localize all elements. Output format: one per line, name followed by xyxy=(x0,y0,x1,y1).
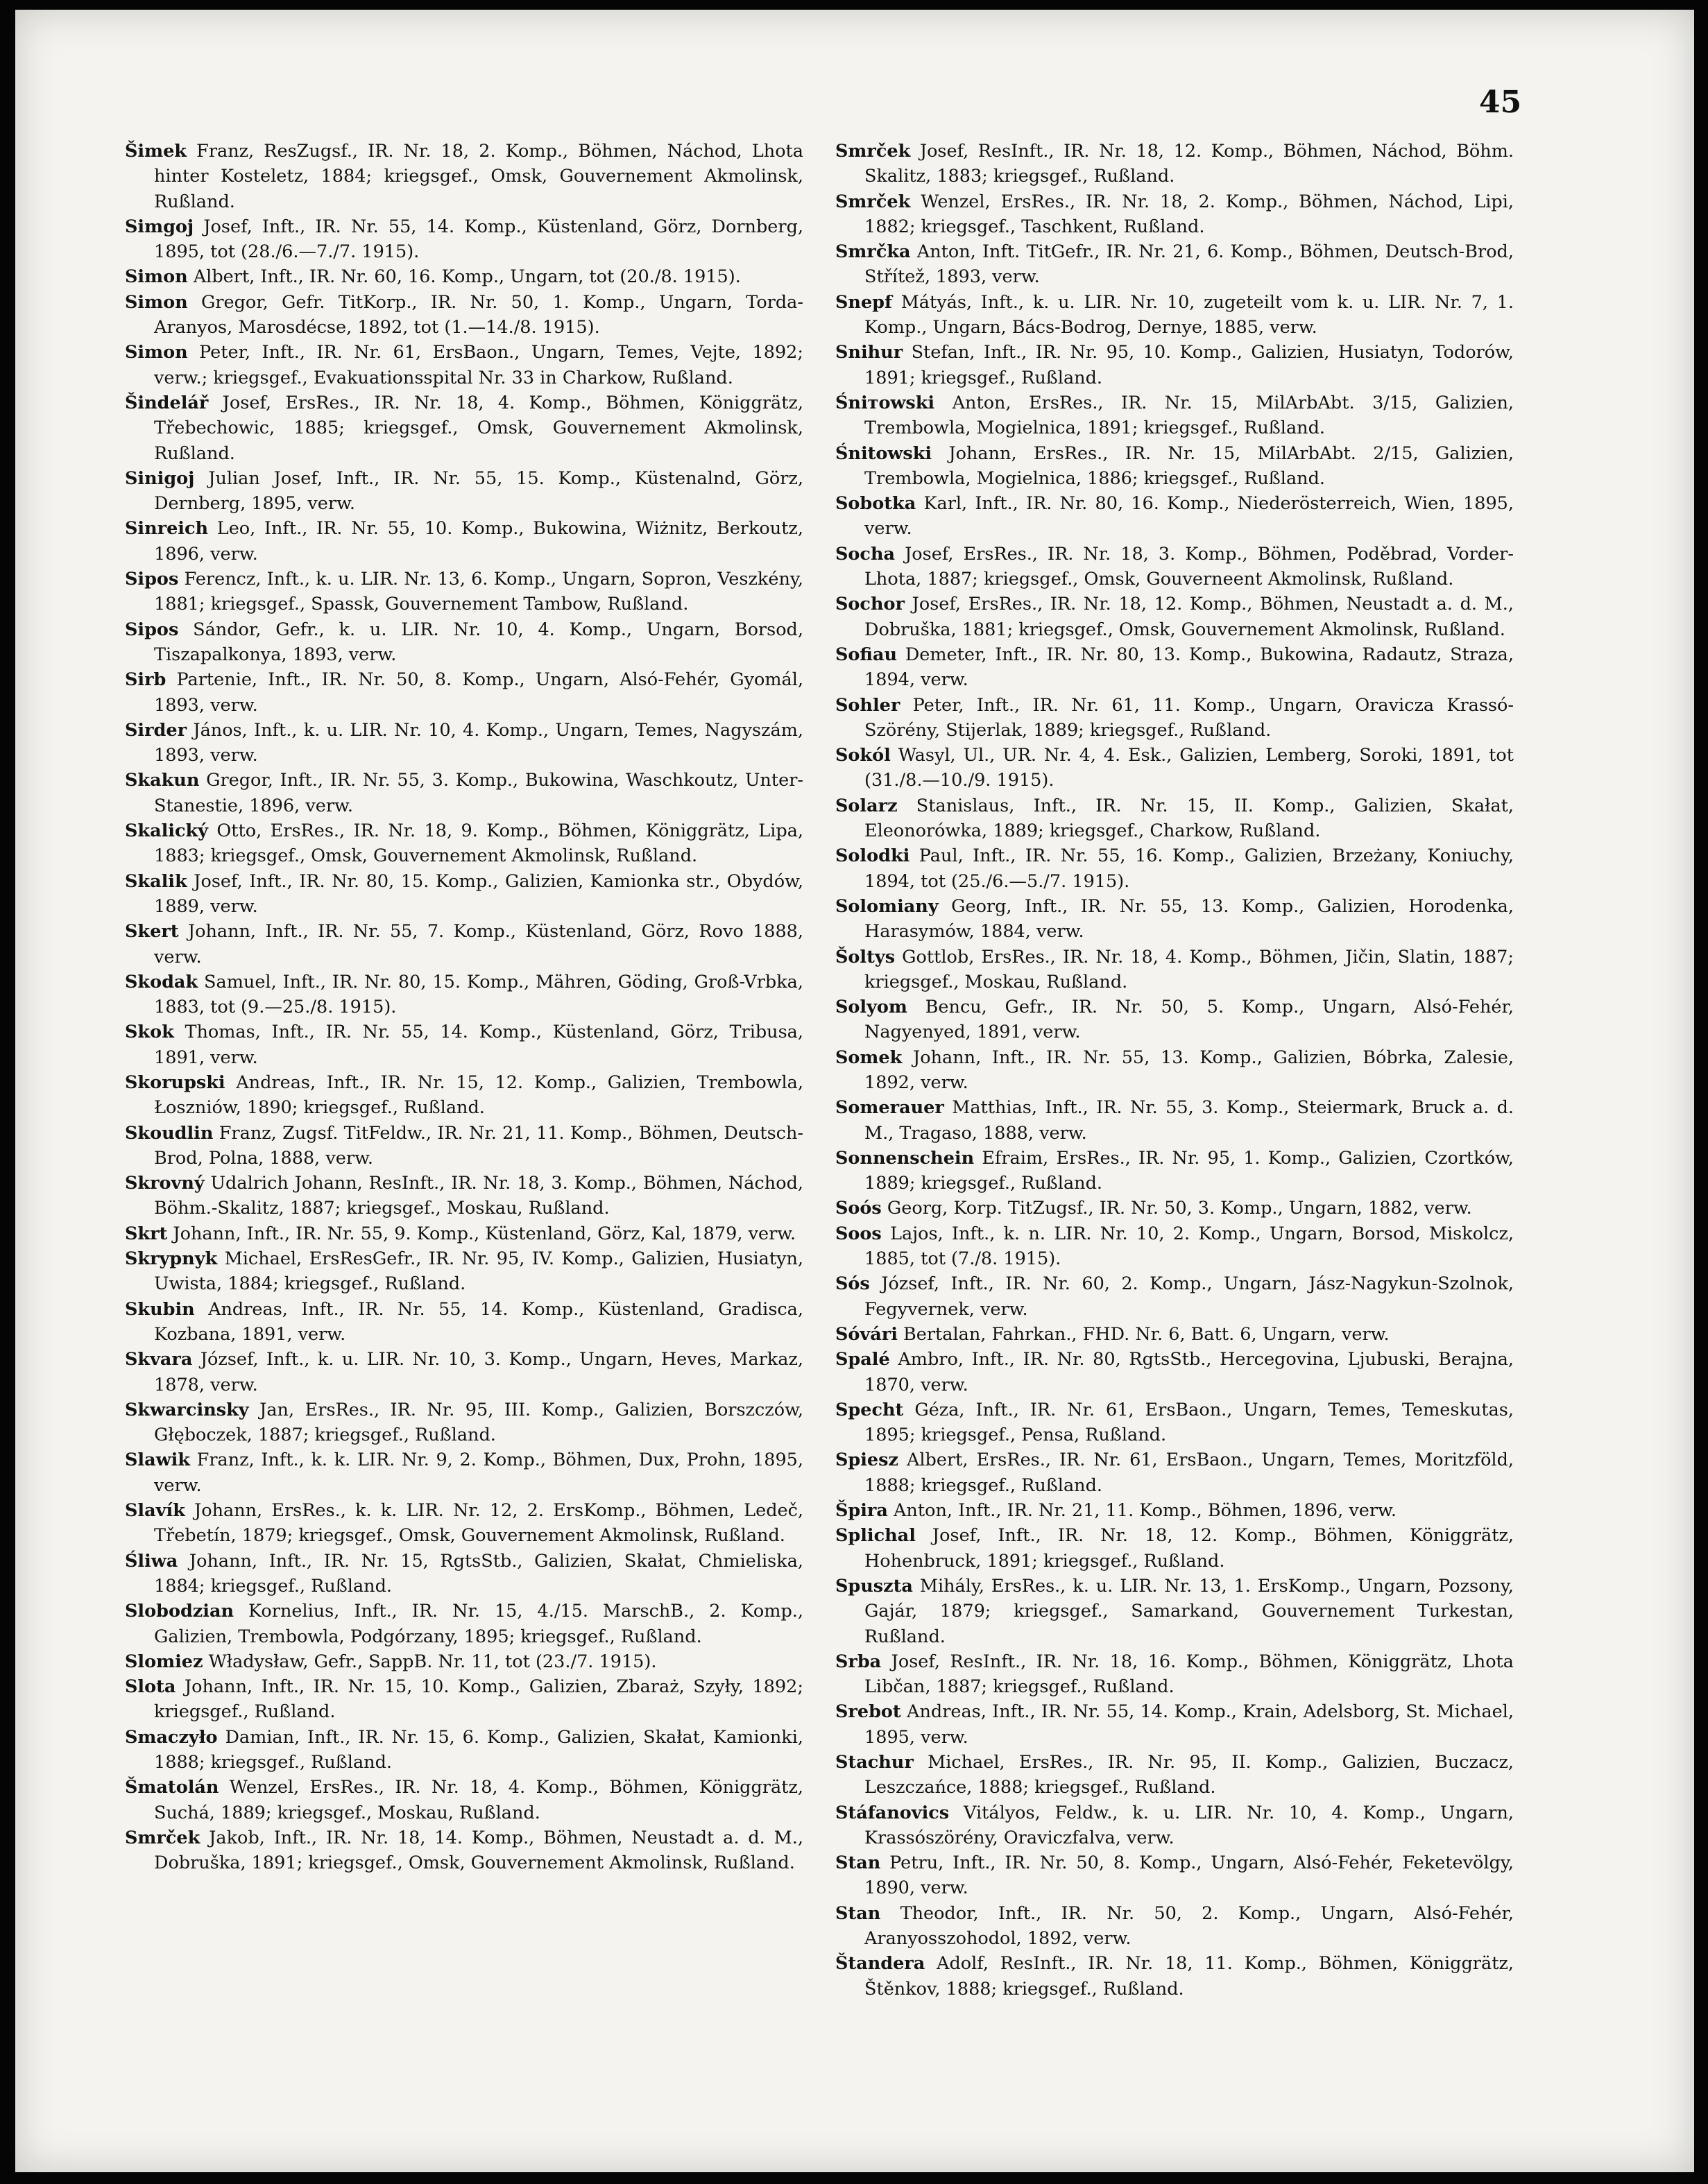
entry-details: Sándor, Gefr., k. u. LIR. Nr. 10, 4. Komp., Ungarn, Borsod, Tiszapalkonya, 1893, verw. xyxy=(154,619,803,665)
entry-details: Albert, Inft., IR. Nr. 60, 16. Komp., Ungarn, tot (20./8. 1915). xyxy=(193,266,741,288)
entry-details: Adolf, ResInft., IR. Nr. 18, 11. Komp., Böhmen, Königgrätz, Štěnkov, 1888; kriegsgef., Rußland. xyxy=(864,1953,1514,2000)
entry-surname: Štandera xyxy=(835,1953,925,1975)
list-entry xyxy=(125,1020,803,1070)
list-entry xyxy=(125,1775,803,1825)
list-entry xyxy=(125,869,803,920)
entry-surname: Sokól xyxy=(835,745,891,766)
entry-details: Josef, ResInft., IR. Nr. 18, 12. Komp., Böhmen, Náchod, Böhm. Skalitz, 1883; kriegsgef., Rußland. xyxy=(864,141,1514,187)
entry-surname: Šindelář xyxy=(125,392,209,413)
entry-details: Andreas, Inft., IR. Nr. 55, 14. Komp., Krain, Adelsborg, St. Michael, 1895, verw. xyxy=(864,1701,1514,1748)
entry-details: Andreas, Inft., IR. Nr. 15, 12. Komp., Galizien, Trembowla, Łoszniów, 1890; kriegsgef., Rußland. xyxy=(154,1072,803,1119)
list-entry xyxy=(835,491,1514,542)
entry-details: Johann, ErsRes., IR. Nr. 15, MilArbAbt. 2/15, Galizien, Trembowla, Mogielnica, 1886; kriegsgef., Rußland. xyxy=(864,442,1514,489)
entry-details: Gregor, Gefr. TitKorp., IR. Nr. 50, 1. Komp., Ungarn, Torda-Aranyos, Marosdécse, 1892, tot (1.—14./8. 1915). xyxy=(154,291,804,338)
entry-surname: Solomiany xyxy=(835,895,939,917)
list-entry xyxy=(835,1800,1514,1851)
entry-details: Franz, ResZugsf., IR. Nr. 18, 2. Komp., Böhmen, Náchod, Lhota hinter Kosteletz, 1884; kriegsgef., Omsk, Gouvernement Akmolinsk, Rußland. xyxy=(154,141,803,212)
list-entry xyxy=(125,1070,803,1121)
entry-surname: Sonnenschein xyxy=(835,1147,975,1169)
list-entry xyxy=(835,1045,1514,1096)
list-entry xyxy=(835,693,1514,743)
entry-surname: Skubin xyxy=(125,1298,195,1320)
entry-details: Efraim, ErsRes., IR. Nr. 95, 1. Komp., Galizien, Czortków, 1889; kriegsgef., Rußland. xyxy=(864,1147,1514,1194)
entry-surname: Sobotka xyxy=(835,493,916,515)
entry-details: Georg, Inft., IR. Nr. 55, 13. Komp., Galizien, Horodenka, Harasymów, 1884, verw. xyxy=(864,895,1514,943)
entry-details: Władysław, Gefr., SappB. Nr. 11, tot (23./7. 1915). xyxy=(208,1651,657,1672)
entry-surname: Skalický xyxy=(125,820,208,842)
list-entry xyxy=(835,1498,1514,1523)
book-page xyxy=(15,10,1694,2172)
list-entry xyxy=(125,567,803,617)
entry-surname: Skwarcinsky xyxy=(125,1399,249,1420)
entry-details: Josef, Inft., IR. Nr. 18, 12. Komp., Böhmen, Königgrätz, Hohenbruck, 1891; kriegsgef., Rußland. xyxy=(864,1525,1514,1572)
entry-details: Albert, ErsRes., IR. Nr. 61, ErsBaon., Ungarn, Temes, Moritzföld, 1888; kriegsgef., Rußland. xyxy=(864,1450,1514,1496)
list-entry xyxy=(125,1498,803,1549)
list-entry xyxy=(835,340,1514,390)
entry-details: Johann, ErsRes., k. k. LIR. Nr. 12, 2. ErsKomp., Böhmen, Ledeč, Třebetín, 1879; kriegsgef., Omsk, Gouvernement Akmolinsk, Rußland. xyxy=(154,1500,803,1547)
list-entry xyxy=(835,1523,1514,1574)
list-entry xyxy=(125,264,803,289)
entry-surname: Simon xyxy=(125,342,188,363)
list-entry xyxy=(835,1447,1514,1498)
entry-surname: Šimek xyxy=(125,141,187,162)
list-entry xyxy=(835,995,1514,1045)
entry-surname: Sochor xyxy=(835,594,905,615)
entry-details: Partenie, Inft., IR. Nr. 50, 8. Komp., Ungarn, Alsó-Fehér, Gyomál, 1893, verw. xyxy=(154,669,803,716)
entry-surname: Specht xyxy=(835,1399,904,1420)
entry-surname: Smaczyło xyxy=(125,1726,218,1748)
entry-details: Johann, Inft., IR. Nr. 15, 10. Komp., Galizien, Zbaraż, Szyły, 1892; kriegsgef., Rußland. xyxy=(154,1676,803,1723)
entry-surname: Simgoj xyxy=(125,216,194,237)
entry-details: Wenzel, ErsRes., IR. Nr. 18, 2. Komp., Böhmen, Náchod, Lipi, 1882; kriegsgef., Taschkent, Rußland. xyxy=(864,191,1514,237)
list-entry xyxy=(835,743,1514,793)
entry-surname: Somerauer xyxy=(835,1097,944,1119)
left-column xyxy=(125,139,803,1875)
entry-details: Gregor, Inft., IR. Nr. 55, 3. Komp., Bukowina, Waschkoutz, Unter-Stanestie, 1896, verw. xyxy=(154,770,803,816)
entry-details: Matthias, Inft., IR. Nr. 55, 3. Komp., Steiermark, Bruck a. d. M., Tragaso, 1888, verw. xyxy=(864,1097,1514,1144)
entry-surname: Skrt xyxy=(125,1223,168,1244)
list-entry xyxy=(835,1750,1514,1800)
entry-surname: Sinigoj xyxy=(125,467,195,489)
entry-surname: Socha xyxy=(835,543,896,565)
list-entry xyxy=(125,1246,803,1297)
entry-details: Franz, Zugsf. TitFeldw., IR. Nr. 21, 11. Komp., Böhmen, Deutsch-Brod, Polna, 1888, verw. xyxy=(154,1122,803,1169)
entry-details: Thomas, Inft., IR. Nr. 55, 14. Komp., Küstenland, Görz, Tribusa, 1891, verw. xyxy=(154,1022,803,1068)
entry-details: Gottlob, ErsRes., IR. Nr. 18, 4. Komp., Böhmen, Jičin, Slatin, 1887; kriegsgef., Moskau, Rußland. xyxy=(864,946,1514,992)
entry-details: Demeter, Inft., IR. Nr. 80, 13. Komp., Bukowina, Radautz, Straza, 1894, verw. xyxy=(864,644,1514,691)
entry-details: Johann, Inft., IR. Nr. 55, 9. Komp., Küstenland, Görz, Kal, 1879, verw. xyxy=(173,1223,796,1244)
list-entry xyxy=(835,793,1514,844)
list-entry xyxy=(835,1574,1514,1649)
entry-details: Michael, ErsResGefr., IR. Nr. 95, IV. Komp., Galizien, Husiatyn, Uwista, 1884; kriegsgef., Rußland. xyxy=(154,1248,804,1295)
list-entry xyxy=(125,970,803,1020)
entry-details: Andreas, Inft., IR. Nr. 55, 14. Komp., Küstenland, Gradisca, Kozbana, 1891, verw. xyxy=(154,1298,803,1345)
entry-surname: Spiesz xyxy=(835,1450,898,1471)
list-entry xyxy=(835,1951,1514,2002)
entry-surname: Srba xyxy=(835,1651,882,1672)
entry-surname: Sofiau xyxy=(835,644,898,665)
entry-surname: Sóvári xyxy=(835,1323,898,1345)
entry-surname: Splichal xyxy=(835,1525,916,1547)
list-entry xyxy=(125,1171,803,1221)
list-entry xyxy=(835,894,1514,945)
entry-details: Michael, ErsRes., IR. Nr. 95, II. Komp., Galizien, Buczacz, Leszczańce, 1888; kriegsgef., Rußland. xyxy=(864,1752,1514,1798)
entry-surname: Snihur xyxy=(835,342,903,363)
entry-details: Ambro, Inft., IR. Nr. 80, RgtsStb., Hercegovina, Ljubuski, Berajna, 1870, verw. xyxy=(864,1349,1514,1395)
list-entry xyxy=(835,390,1514,441)
entry-details: Peter, Inft., IR. Nr. 61, 11. Komp., Ungarn, Oravicza Krassó-Szörény, Stijerlak, 1889; kriegsgef., Rußland. xyxy=(864,694,1514,741)
entry-surname: Šmatolán xyxy=(125,1777,219,1798)
entry-surname: Skorupski xyxy=(125,1072,225,1093)
entry-details: Samuel, Inft., IR. Nr. 80, 15. Komp., Mähren, Göding, Groß-Vrbka, 1883, tot (9.—25./8. 1915). xyxy=(154,971,803,1018)
entry-surname: Smrček xyxy=(835,141,911,162)
list-entry xyxy=(835,1221,1514,1272)
entry-surname: Somek xyxy=(835,1047,903,1068)
entry-details: Anton, Inft., IR. Nr. 21, 11. Komp., Böhmen, 1896, verw. xyxy=(894,1500,1397,1522)
entry-surname: Stáfanovics xyxy=(835,1802,950,1823)
entry-surname: Solarz xyxy=(835,795,898,816)
entry-details: Mátyás, Inft., k. u. LIR. Nr. 10, zugeteilt vom k. u. LIR. Nr. 7, 1. Komp., Ungarn, Bács-Bodrog, Dernye, 1885, verw. xyxy=(864,291,1514,338)
entry-surname: Sipos xyxy=(125,619,179,640)
entry-details: Anton, ErsRes., IR. Nr. 15, MilArbAbt. 3/15, Galizien, Trembowla, Mogielnica, 1891; kriegsgef., Rußland. xyxy=(864,392,1514,439)
list-entry xyxy=(125,1674,803,1725)
entry-details: Jan, ErsRes., IR. Nr. 95, III. Komp., Galizien, Borszczów, Głęboczek, 1887; kriegsgef., Rußland. xyxy=(154,1399,803,1446)
entry-surname: Skalik xyxy=(125,870,187,892)
entry-details: Josef, Inft., IR. Nr. 80, 15. Komp., Galizien, Kamionka str., Obydów, 1889, verw. xyxy=(154,870,804,917)
entry-surname: Smrček xyxy=(835,191,911,212)
entry-surname: Sós xyxy=(835,1273,870,1295)
entry-details: Johann, Inft., IR. Nr. 55, 7. Komp., Küstenland, Görz, Rovo 1888, verw. xyxy=(154,921,804,968)
list-entry xyxy=(835,1649,1514,1700)
entry-surname: Soos xyxy=(835,1223,882,1244)
list-entry xyxy=(835,1850,1514,1901)
entry-surname: Simon xyxy=(125,266,188,288)
entry-details: Franz, Inft., k. k. LIR. Nr. 9, 2. Komp., Böhmen, Dux, Prohn, 1895, verw. xyxy=(154,1450,804,1496)
list-entry xyxy=(125,466,803,517)
list-entry xyxy=(125,1725,803,1775)
list-entry xyxy=(835,1699,1514,1750)
entry-surname: Sirb xyxy=(125,669,166,691)
entry-details: Géza, Inft., IR. Nr. 61, ErsBaon., Ungarn, Temes, Temeskutas, 1895; kriegsgef., Pensa, Rußland. xyxy=(864,1399,1514,1446)
entry-details: Julian Josef, Inft., IR. Nr. 55, 15. Komp., Küstenalnd, Görz, Dernberg, 1895, verw. xyxy=(154,467,803,515)
entry-details: Stanislaus, Inft., IR. Nr. 15, II. Komp., Galizien, Skałat, Eleonorówka, 1889; kriegsgef., Charkow, Rußland. xyxy=(864,795,1514,842)
entry-details: Bertalan, Fahrkan., FHD. Nr. 6, Batt. 6, Ungarn, verw. xyxy=(903,1323,1390,1345)
list-entry xyxy=(125,1398,803,1448)
list-entry xyxy=(835,1271,1514,1322)
list-entry xyxy=(835,542,1514,592)
entry-details: János, Inft., k. u. LIR. Nr. 10, 4. Komp., Ungarn, Temes, Nagyszám, 1893, verw. xyxy=(154,719,803,766)
list-entry xyxy=(125,390,803,466)
list-entry xyxy=(835,290,1514,341)
list-entry xyxy=(125,214,803,265)
entry-surname: Slavík xyxy=(125,1500,185,1522)
list-entry xyxy=(125,1825,803,1876)
entry-surname: Slomiez xyxy=(125,1651,203,1672)
entry-surname: Śliwa xyxy=(125,1550,178,1572)
entry-surname: Slota xyxy=(125,1676,176,1698)
entry-surname: Snepf xyxy=(835,291,892,313)
entry-details: Josef, Inft., IR. Nr. 55, 14. Komp., Küstenland, Görz, Dornberg, 1895, tot (28./6.—7./7. 1915). xyxy=(154,216,804,263)
entry-surname: Skakun xyxy=(125,770,200,791)
entry-details: Jakob, Inft., IR. Nr. 18, 14. Komp., Böhmen, Neustadt a. d. M., Dobruška, 1891; kriegsgef., Omsk, Gouvernement Akmolinsk, Rußland. xyxy=(154,1827,803,1874)
entry-surname: Skrypnyk xyxy=(125,1248,218,1270)
entry-details: Mihály, ErsRes., k. u. LIR. Nr. 13, 1. ErsKomp., Ungarn, Pozsony, Gajár, 1879; kriegsgef., Samarkand, Gouvernement Turkestan, Rußland. xyxy=(864,1575,1514,1647)
entry-surname: Stachur xyxy=(835,1752,914,1773)
list-entry xyxy=(125,1649,803,1674)
list-entry xyxy=(125,1549,803,1599)
list-entry xyxy=(125,919,803,970)
entry-details: Georg, Korp. TitZugsf., IR. Nr. 50, 3. Komp., Ungarn, 1882, verw. xyxy=(887,1198,1472,1219)
entry-surname: Spuszta xyxy=(835,1575,913,1597)
entry-details: József, Inft., k. u. LIR. Nr. 10, 3. Komp., Ungarn, Heves, Markaz, 1878, verw. xyxy=(154,1349,803,1395)
entry-surname: Špira xyxy=(835,1500,888,1522)
entry-details: Theodor, Inft., IR. Nr. 50, 2. Komp., Ungarn, Alsó-Fehér, Aranyosszohodol, 1892, verw. xyxy=(864,1902,1514,1950)
entry-details: Josef, ErsRes., IR. Nr. 18, 12. Komp., Böhmen, Neustadt a. d. M., Dobruška, 1881; kriegsgef., Omsk, Gouvernement Akmolinsk, Rußland. xyxy=(864,594,1514,640)
entry-details: Otto, ErsRes., IR. Nr. 18, 9. Komp., Böhmen, Königgrätz, Lipa, 1883; kriegsgef., Omsk, Gouvernement Akmolinsk, Rußland. xyxy=(154,820,803,867)
entry-surname: Slobodzian xyxy=(125,1601,234,1622)
list-entry xyxy=(835,1347,1514,1398)
entry-details: Johann, Inft., IR. Nr. 55, 13. Komp., Galizien, Bóbrka, Zalesie, 1892, verw. xyxy=(864,1047,1514,1093)
list-entry xyxy=(835,1322,1514,1347)
entry-surname: Śnitowski xyxy=(835,442,932,464)
entry-details: Peter, Inft., IR. Nr. 61, ErsBaon., Ungarn, Temes, Vejte, 1892; verw.; kriegsgef., Evakuationsspital Nr. 33 in Charkow, Rußland. xyxy=(154,342,803,388)
list-entry xyxy=(125,1599,803,1649)
entry-surname: Soós xyxy=(835,1198,882,1219)
list-entry xyxy=(125,139,803,214)
entry-details: Anton, Inft. TitGefr., IR. Nr. 21, 6. Komp., Böhmen, Deutsch-Brod, Střítež, 1893, verw. xyxy=(864,241,1514,288)
entry-surname: Slawik xyxy=(125,1450,190,1471)
entry-details: Bencu, Gefr., IR. Nr. 50, 5. Komp., Ungarn, Alsó-Fehér, Nagyenyed, 1891, verw. xyxy=(864,997,1514,1043)
entry-details: Stefan, Inft., IR. Nr. 95, 10. Komp., Galizien, Husiatyn, Todorów, 1891; kriegsgef., Rußland. xyxy=(864,342,1514,388)
entry-details: Petru, Inft., IR. Nr. 50, 8. Komp., Ungarn, Alsó-Fehér, Feketevölgy, 1890, verw. xyxy=(864,1852,1514,1899)
list-entry xyxy=(125,516,803,567)
entry-surname: Šoltys xyxy=(835,946,896,968)
entry-details: Ferencz, Inft., k. u. LIR. Nr. 13, 6. Komp., Ungarn, Sopron, Veszkény, 1881; kriegsgef., Spassk, Gouvernement Tambow, Rußland. xyxy=(154,569,803,615)
page-number: 45 xyxy=(1479,85,1522,120)
list-entry xyxy=(125,718,803,768)
list-entry xyxy=(835,1196,1514,1221)
list-entry xyxy=(835,139,1514,189)
entry-details: Damian, Inft., IR. Nr. 15, 6. Komp., Galizien, Skałat, Kamionki, 1888; kriegsgef., Rußland. xyxy=(154,1726,803,1773)
entry-details: Josef, ErsRes., IR. Nr. 18, 4. Komp., Böhmen, Königgrätz, Třebechowic, 1885; kriegsgef., Omsk, Gouvernement Akmolinsk, Rußland. xyxy=(154,392,804,464)
entry-surname: Sirder xyxy=(125,719,187,741)
entry-details: József, Inft., IR. Nr. 60, 2. Komp., Ungarn, Jász-Nagykun-Szolnok, Fegyvernek, verw. xyxy=(864,1273,1514,1320)
entry-details: Josef, ResInft., IR. Nr. 18, 16. Komp., Böhmen, Königgrätz, Lhota Libčan, 1887; kriegsgef., Rußland. xyxy=(864,1651,1514,1698)
list-entry xyxy=(125,1121,803,1171)
entry-details: Udalrich Johann, ResInft., IR. Nr. 18, 3. Komp., Böhmen, Náchod, Böhm.-Skalitz, 1887; kriegsgef., Moskau, Rußland. xyxy=(154,1173,803,1219)
entry-surname: Sinreich xyxy=(125,518,209,540)
list-entry xyxy=(125,1447,803,1498)
entry-surname: Skodak xyxy=(125,971,198,992)
entry-details: Josef, ErsRes., IR. Nr. 18, 3. Komp., Böhmen, Poděbrad, Vorder-Lhota, 1887; kriegsgef., Omsk, Gouverneent Akmolinsk, Rußland. xyxy=(864,543,1514,590)
entry-details: Vitályos, Feldw., k. u. LIR. Nr. 10, 4. Komp., Ungarn, Krassószörény, Oraviczfalva, verw. xyxy=(864,1802,1514,1848)
entry-details: Karl, Inft., IR. Nr. 80, 16. Komp., Niederösterreich, Wien, 1895, verw. xyxy=(864,493,1514,540)
entry-surname: Skoudlin xyxy=(125,1122,214,1144)
entry-surname: Stan xyxy=(835,1852,881,1874)
entry-surname: Śniтowski xyxy=(835,392,935,413)
list-entry xyxy=(125,768,803,818)
entry-surname: Sipos xyxy=(125,569,179,590)
entry-surname: Skert xyxy=(125,921,179,943)
list-entry xyxy=(125,1347,803,1398)
list-entry xyxy=(125,290,803,341)
list-entry xyxy=(125,340,803,390)
list-entry xyxy=(835,642,1514,693)
list-entry xyxy=(835,189,1514,240)
entry-surname: Skok xyxy=(125,1022,174,1043)
list-entry xyxy=(835,441,1514,492)
entry-details: Lajos, Inft., k. n. LIR. Nr. 10, 2. Komp., Ungarn, Borsod, Miskolcz, 1885, tot (7./8. 1915). xyxy=(864,1223,1514,1270)
list-entry xyxy=(835,239,1514,290)
list-entry xyxy=(835,1901,1514,1952)
entry-details: Leo, Inft., IR. Nr. 55, 10. Komp., Bukowina, Wiżnitz, Berkoutz, 1896, verw. xyxy=(154,518,803,565)
entry-surname: Simon xyxy=(125,291,188,313)
list-entry xyxy=(125,818,803,869)
list-entry xyxy=(835,1398,1514,1448)
entry-details: Kornelius, Inft., IR. Nr. 15, 4./15. MarschB., 2. Komp., Galizien, Trembowla, Podgórzany, 1895; kriegsgef., Rußland. xyxy=(154,1601,804,1647)
entry-surname: Sohler xyxy=(835,694,900,716)
list-entry xyxy=(125,667,803,718)
entry-details: Wenzel, ErsRes., IR. Nr. 18, 4. Komp., Böhmen, Königgrätz, Suchá, 1889; kriegsgef., Moskau, Rußland. xyxy=(154,1777,803,1823)
entry-surname: Skrovný xyxy=(125,1173,205,1194)
list-entry xyxy=(835,1146,1514,1196)
list-entry xyxy=(835,843,1514,894)
entry-surname: Solyom xyxy=(835,997,907,1018)
entry-details: Johann, Inft., IR. Nr. 15, RgtsStb., Galizien, Skałat, Chmieliska, 1884; kriegsgef., Rußland. xyxy=(154,1550,804,1597)
list-entry xyxy=(125,1221,803,1246)
list-entry xyxy=(835,1095,1514,1146)
right-column xyxy=(835,139,1514,2002)
entry-surname: Spalé xyxy=(835,1349,890,1370)
entry-surname: Smrčka xyxy=(835,241,911,263)
entry-surname: Smrček xyxy=(125,1827,200,1848)
entry-surname: Srebot xyxy=(835,1701,901,1723)
list-entry xyxy=(835,592,1514,642)
entry-surname: Skvara xyxy=(125,1349,193,1370)
entry-details: Paul, Inft., IR. Nr. 55, 16. Komp., Galizien, Brzeżany, Koniuchy, 1894, tot (25./6.—5./7. 1915). xyxy=(864,845,1514,892)
entry-details: Wasyl, Ul., UR. Nr. 4, 4. Esk., Galizien, Lemberg, Soroki, 1891, tot (31./8.—10./9. 1915). xyxy=(864,745,1514,791)
list-entry xyxy=(125,617,803,668)
entry-surname: Solodki xyxy=(835,845,910,867)
list-entry xyxy=(125,1297,803,1348)
list-entry xyxy=(835,945,1514,995)
entry-surname: Stan xyxy=(835,1902,881,1924)
